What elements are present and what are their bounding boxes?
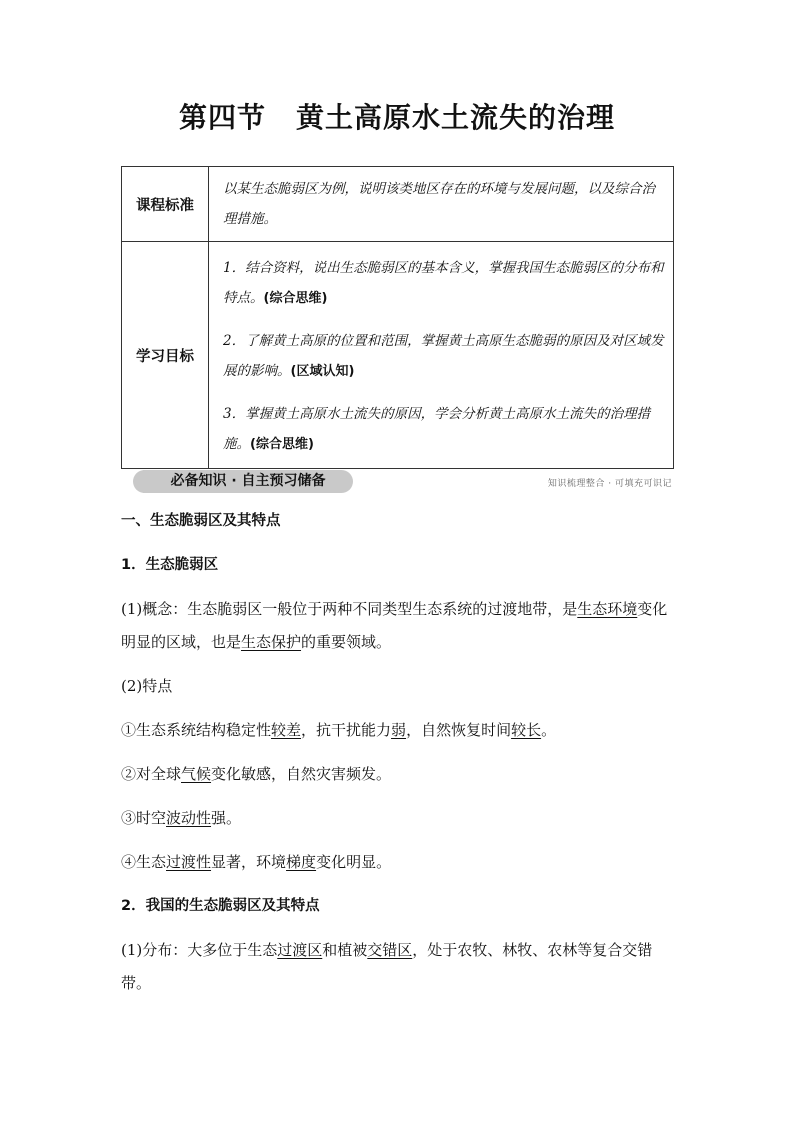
- goals-label: 学习目标: [122, 242, 209, 469]
- goal-tag: (区域认知): [290, 363, 355, 379]
- blank-answer: 生态环境: [577, 600, 638, 618]
- heading-1-2: 2．我国的生态脆弱区及其特点: [121, 898, 320, 914]
- banner-note: 知识梳理整合 · 可填充可识记: [547, 479, 672, 489]
- trait-item: ③时空波动性强。: [121, 809, 242, 827]
- blank-answer: 较差: [271, 721, 302, 739]
- section-banner: 必备知识 · 自主预习储备: [143, 470, 353, 493]
- heading-1-1: 1．生态脆弱区: [121, 557, 219, 573]
- blank-answer: 弱: [391, 721, 407, 739]
- section-name: 黄土高原水土流失的治理: [296, 101, 616, 134]
- standards-text: 以某生态脆弱区为例，说明该类地区存在的环境与发展问题，以及综合治理措施。: [209, 167, 674, 242]
- trait-item: ①生态系统结构稳定性较差，抗干扰能力弱，自然恢复时间较长。: [121, 721, 557, 739]
- distribution-paragraph: (1)分布：大多位于生态过渡区和植被交错区，处于农牧、林牧、农林等复合交错带。: [121, 941, 653, 992]
- goal-item: 3．掌握黄土高原水土流失的原因，学会分析黄土高原水土流失的治理措施。(综合思维): [223, 405, 651, 452]
- trait-item: ②对全球气候变化敏感，自然灾害频发。: [121, 765, 392, 783]
- standards-label: 课程标准: [122, 167, 209, 242]
- goals-cell: [209, 242, 674, 469]
- page-title: [0, 96, 794, 136]
- main-content: [121, 505, 677, 1011]
- section-number: 第四节: [178, 101, 266, 134]
- blank-answer: 交错区: [367, 941, 413, 959]
- heading-1: 一、生态脆弱区及其特点: [121, 513, 281, 529]
- blank-answer: 波动性: [166, 809, 212, 827]
- curriculum-table: [121, 166, 674, 469]
- goal-tag: (综合思维): [263, 290, 328, 306]
- blank-answer: 过渡性: [166, 853, 212, 871]
- goal-tag: (综合思维): [250, 436, 314, 452]
- goals-row: [122, 242, 674, 469]
- blank-answer: 过渡区: [277, 941, 323, 959]
- standards-row: [122, 167, 674, 242]
- concept-paragraph: (1)概念：生态脆弱区一般位于两种不同类型生态系统的过渡地带，是生态环境变化明显的区域，也是生态保护的重要领域。: [121, 600, 668, 651]
- blank-answer: 生态保护: [241, 633, 302, 651]
- goal-item: 2．了解黄土高原的位置和范围，掌握黄土高原生态脆弱的原因及对区域发展的影响。(区域认知): [223, 332, 664, 379]
- traits-title: (2)特点: [121, 677, 173, 695]
- blank-answer: 气候: [181, 765, 212, 783]
- trait-item: ④生态过渡性显著，环境梯度变化明显。: [121, 853, 392, 871]
- goal-item: 1．结合资料，说出生态脆弱区的基本含义，掌握我国生态脆弱区的分布和特点。(综合思维): [223, 259, 664, 306]
- blank-answer: 梯度: [286, 853, 317, 871]
- blank-answer: 较长: [511, 721, 542, 739]
